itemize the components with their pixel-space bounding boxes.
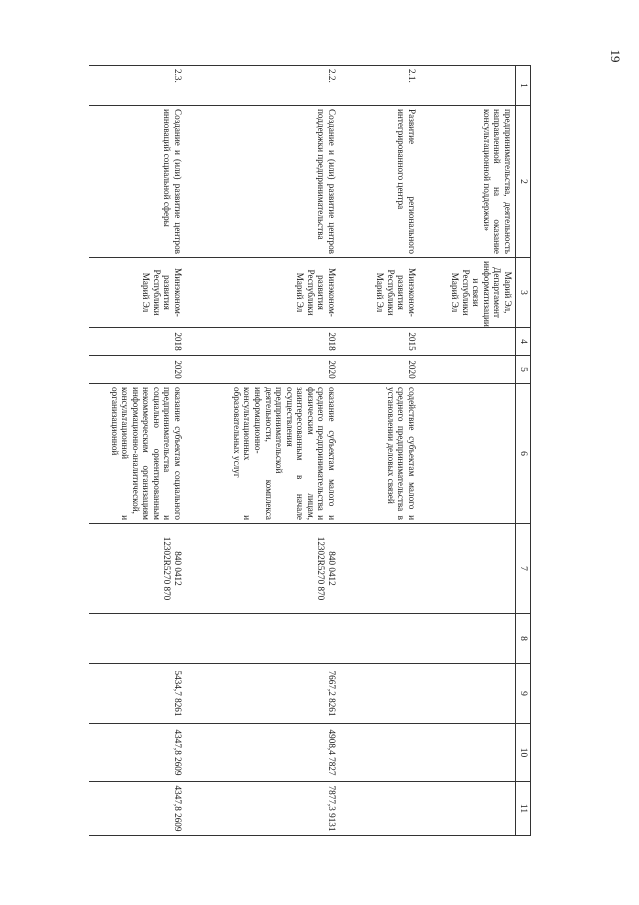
value-col10: 4347,8 2609 [89, 724, 185, 782]
column-header: 8 [516, 614, 531, 664]
executor: Минэконом-развития Республики Марий Эл [89, 258, 185, 328]
table-row [419, 66, 516, 836]
column-header: 4 [516, 328, 531, 356]
column-header: 11 [516, 782, 531, 836]
value-col9 [419, 664, 516, 724]
column-header: 2 [516, 106, 531, 258]
column-header: 3 [516, 258, 531, 328]
value-col8 [89, 614, 185, 664]
row-number: 2.3. [89, 66, 185, 106]
column-header: 1 [516, 66, 531, 106]
start-year: 2018 [89, 328, 185, 356]
end-year: 2020 [89, 356, 185, 384]
start-year [419, 328, 516, 356]
end-year [419, 356, 516, 384]
row-number [419, 66, 516, 106]
table-row [185, 66, 339, 836]
value-col8 [419, 614, 516, 664]
column-header: 9 [516, 664, 531, 724]
expected-result: оказание субъектам малого и среднего предпринимательства и физическим лицам, заинтересованным в начале осуществления предпринимательской деятельности, комплекса информационно-консультационных и образовательных услуг [185, 384, 339, 524]
value-col9: 5434,7 8261 [89, 664, 185, 724]
start-year: 2015 [339, 328, 419, 356]
value-col8 [185, 614, 339, 664]
column-header: 6 [516, 384, 531, 524]
value-col9 [339, 664, 419, 724]
value-col10 [339, 724, 419, 782]
expected-result: оказание субъектам социального предпринимательства и социально ориентированным некоммерческим организациям информационно-аналитической, консультационной и организационной [89, 384, 185, 524]
value-col11 [339, 782, 419, 836]
table-header-row [516, 66, 531, 836]
row-number: 2.1. [339, 66, 419, 106]
value-col10 [419, 724, 516, 782]
budget-code [339, 524, 419, 614]
column-header: 5 [516, 356, 531, 384]
value-col11: 4347,8 2609 [89, 782, 185, 836]
measure-name: Создание и (или) развитие центров инноваций социальной сферы [89, 106, 185, 258]
table-row [89, 66, 185, 836]
end-year: 2020 [339, 356, 419, 384]
budget-code: 840 0412 12302R5270 870 [185, 524, 339, 614]
row-number: 2.2. [185, 66, 339, 106]
expected-result: содействие субъектам малого и среднего предпринимательства в установлении деловых связей [339, 384, 419, 524]
measure-name: предпринимательства, деятельность направленной на оказание консультационной поддержки» [419, 106, 516, 258]
table-row [339, 66, 419, 836]
value-col11 [419, 782, 516, 836]
value-col10: 4908,4 7827 [185, 724, 339, 782]
rotated-table-container [111, 65, 531, 835]
column-header: 10 [516, 724, 531, 782]
budget-code [419, 524, 516, 614]
value-col9: 7667,2 8261 [185, 664, 339, 724]
program-table [89, 65, 531, 836]
expected-result [419, 384, 516, 524]
executor: Минэконом-развития Республики Марий Эл [339, 258, 419, 328]
page-number: 19 [608, 49, 623, 63]
budget-code: 840 0412 12302R5270 870 [89, 524, 185, 614]
end-year: 2020 [185, 356, 339, 384]
start-year: 2018 [185, 328, 339, 356]
value-col11: 7877,3 9131 [185, 782, 339, 836]
column-header: 7 [516, 524, 531, 614]
measure-name: Создание и (или) развитие центров поддержки предпринимательства [185, 106, 339, 258]
executor: Минэконом-развития Республики Марий Эл [185, 258, 339, 328]
executor: Марий Эл, Департамент информатизации и связи Республики Марий Эл [419, 258, 516, 328]
measure-name: Развитие регионального интегрированного центра [339, 106, 419, 258]
value-col8 [339, 614, 419, 664]
